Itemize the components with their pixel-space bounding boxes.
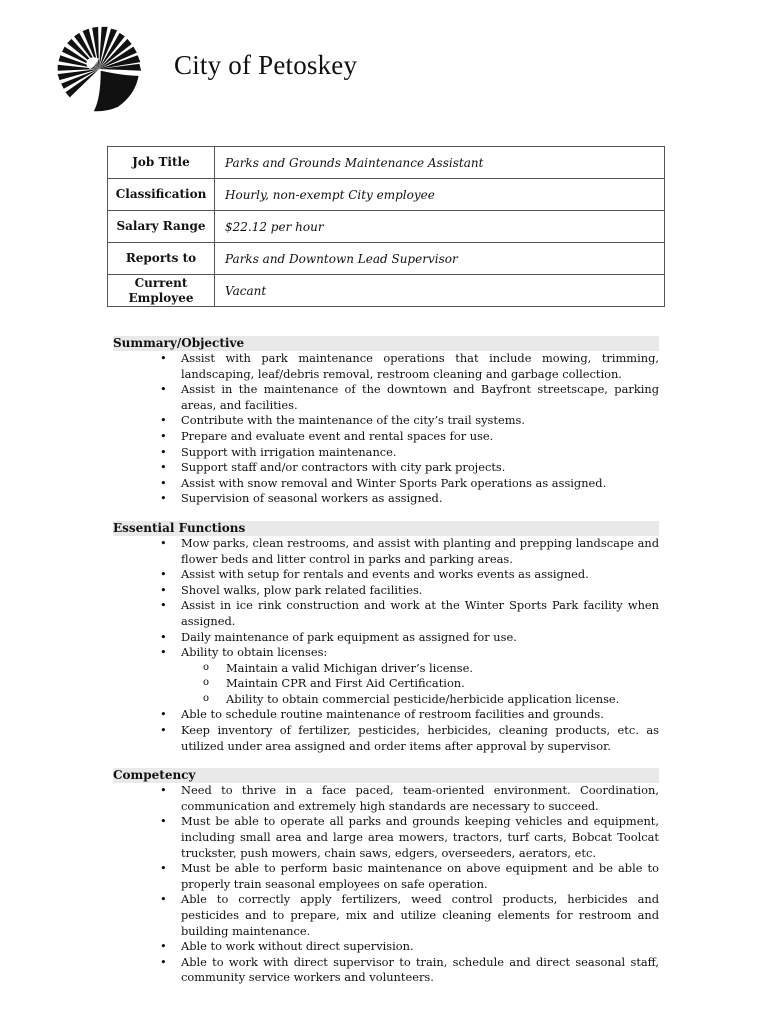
section-heading: Essential Functions	[113, 521, 659, 536]
salary-range-value: $22.12 per hour	[215, 211, 665, 243]
org-name: City of Petoskey	[174, 50, 358, 80]
list-item: • Must be able to perform basic maintenance on above equipment and be able to properly train seasonal employees on safe operation.	[113, 861, 659, 892]
list-item: • Contribute with the maintenance of the city’s trail systems.	[113, 413, 659, 429]
list-item: • Assist with snow removal and Winter Sports Park operations as assigned.	[113, 476, 659, 492]
table-row	[108, 243, 665, 275]
table-row	[108, 275, 665, 307]
competency-section	[113, 768, 659, 986]
section-heading: Summary/Objective	[113, 336, 659, 351]
salary-range-label: Salary Range	[108, 211, 215, 243]
classification-value: Hourly, non-exempt City employee	[215, 179, 665, 211]
list-item: • Able to correctly apply fertilizers, weed control products, herbicides and pesticides and to prepare, mix and utilize cleaning elements for restroom and building maintenance.	[113, 892, 659, 939]
essential-functions-section	[113, 521, 659, 754]
table-row	[108, 179, 665, 211]
list-item: • Able to work with direct supervisor to train, schedule and direct seasonal staff, community service workers and volunteers.	[113, 955, 659, 986]
table-row	[108, 211, 665, 243]
reports-to-label: Reports to	[108, 243, 215, 275]
reports-to-value: Parks and Downtown Lead Supervisor	[215, 243, 665, 275]
essential-functions-list	[113, 536, 659, 754]
competency-list	[113, 783, 659, 986]
list-item: • Able to schedule routine maintenance of restroom facilities and grounds.	[113, 707, 659, 723]
list-item: • Assist in ice rink construction and work at the Winter Sports Park facility when assigned.	[113, 598, 659, 629]
list-item: • Assist with setup for rentals and events and works events as assigned.	[113, 567, 659, 583]
list-item: • Mow parks, clean restrooms, and assist with planting and prepping landscape and flower beds and litter control in parks and parking areas.	[113, 536, 659, 567]
current-employee-value: Vacant	[215, 275, 665, 307]
list-item: • Keep inventory of fertilizer, pesticides, herbicides, cleaning products, etc. as utilized under area assigned and order items after approval by supervisor.	[113, 723, 659, 754]
section-heading: Competency	[113, 768, 659, 783]
summary-section	[113, 336, 659, 507]
list-item: • Assist in the maintenance of the downtown and Bayfront streetscape, parking areas, and facilities.	[113, 382, 659, 413]
sub-list-item: o Ability to obtain commercial pesticide/herbicide application license.	[181, 692, 659, 708]
list-item: • Daily maintenance of park equipment as assigned for use.	[113, 630, 659, 646]
current-employee-label: Current Employee	[108, 275, 215, 307]
list-item: • Support with irrigation maintenance.	[113, 445, 659, 461]
job-title-value: Parks and Grounds Maintenance Assistant	[215, 147, 665, 179]
list-item: • Supervision of seasonal workers as assigned.	[113, 491, 659, 507]
licenses-intro: Ability to obtain licenses:	[181, 645, 328, 660]
list-item: • Need to thrive in a face paced, team-oriented environment. Coordination, communication and extremely high standards are necessary to succeed.	[113, 783, 659, 814]
licenses-sublist	[181, 661, 659, 708]
sub-list-item: o Maintain CPR and First Aid Certification.	[181, 676, 659, 692]
summary-list	[113, 351, 659, 507]
job-title-label: Job Title	[108, 147, 215, 179]
list-item: • Able to work without direct supervision.	[113, 939, 659, 955]
table-row	[108, 147, 665, 179]
list-item: • Assist with park maintenance operations that include mowing, trimming, landscaping, leaf/debris removal, restroom cleaning and garbage collection.	[113, 351, 659, 382]
sunburst-logo-icon	[56, 26, 142, 112]
list-item: • Support staff and/or contractors with city park projects.	[113, 460, 659, 476]
list-item: • Must be able to operate all parks and grounds keeping vehicles and equipment, including small area and large area mowers, tractors, turf carts, Bobcat Toolcat truckster, push mowers, chain saws, edgers, overseeders, aerators, etc.	[113, 814, 659, 861]
sub-list-item: o Maintain a valid Michigan driver’s license.	[181, 661, 659, 677]
classification-label: Classification	[108, 179, 215, 211]
list-item-licenses	[113, 645, 659, 707]
document-header	[56, 26, 556, 116]
list-item: • Shovel walks, plow park related facilities.	[113, 583, 659, 599]
list-item: • Prepare and evaluate event and rental spaces for use.	[113, 429, 659, 445]
document-body	[113, 336, 659, 1000]
job-info-table	[107, 146, 665, 307]
